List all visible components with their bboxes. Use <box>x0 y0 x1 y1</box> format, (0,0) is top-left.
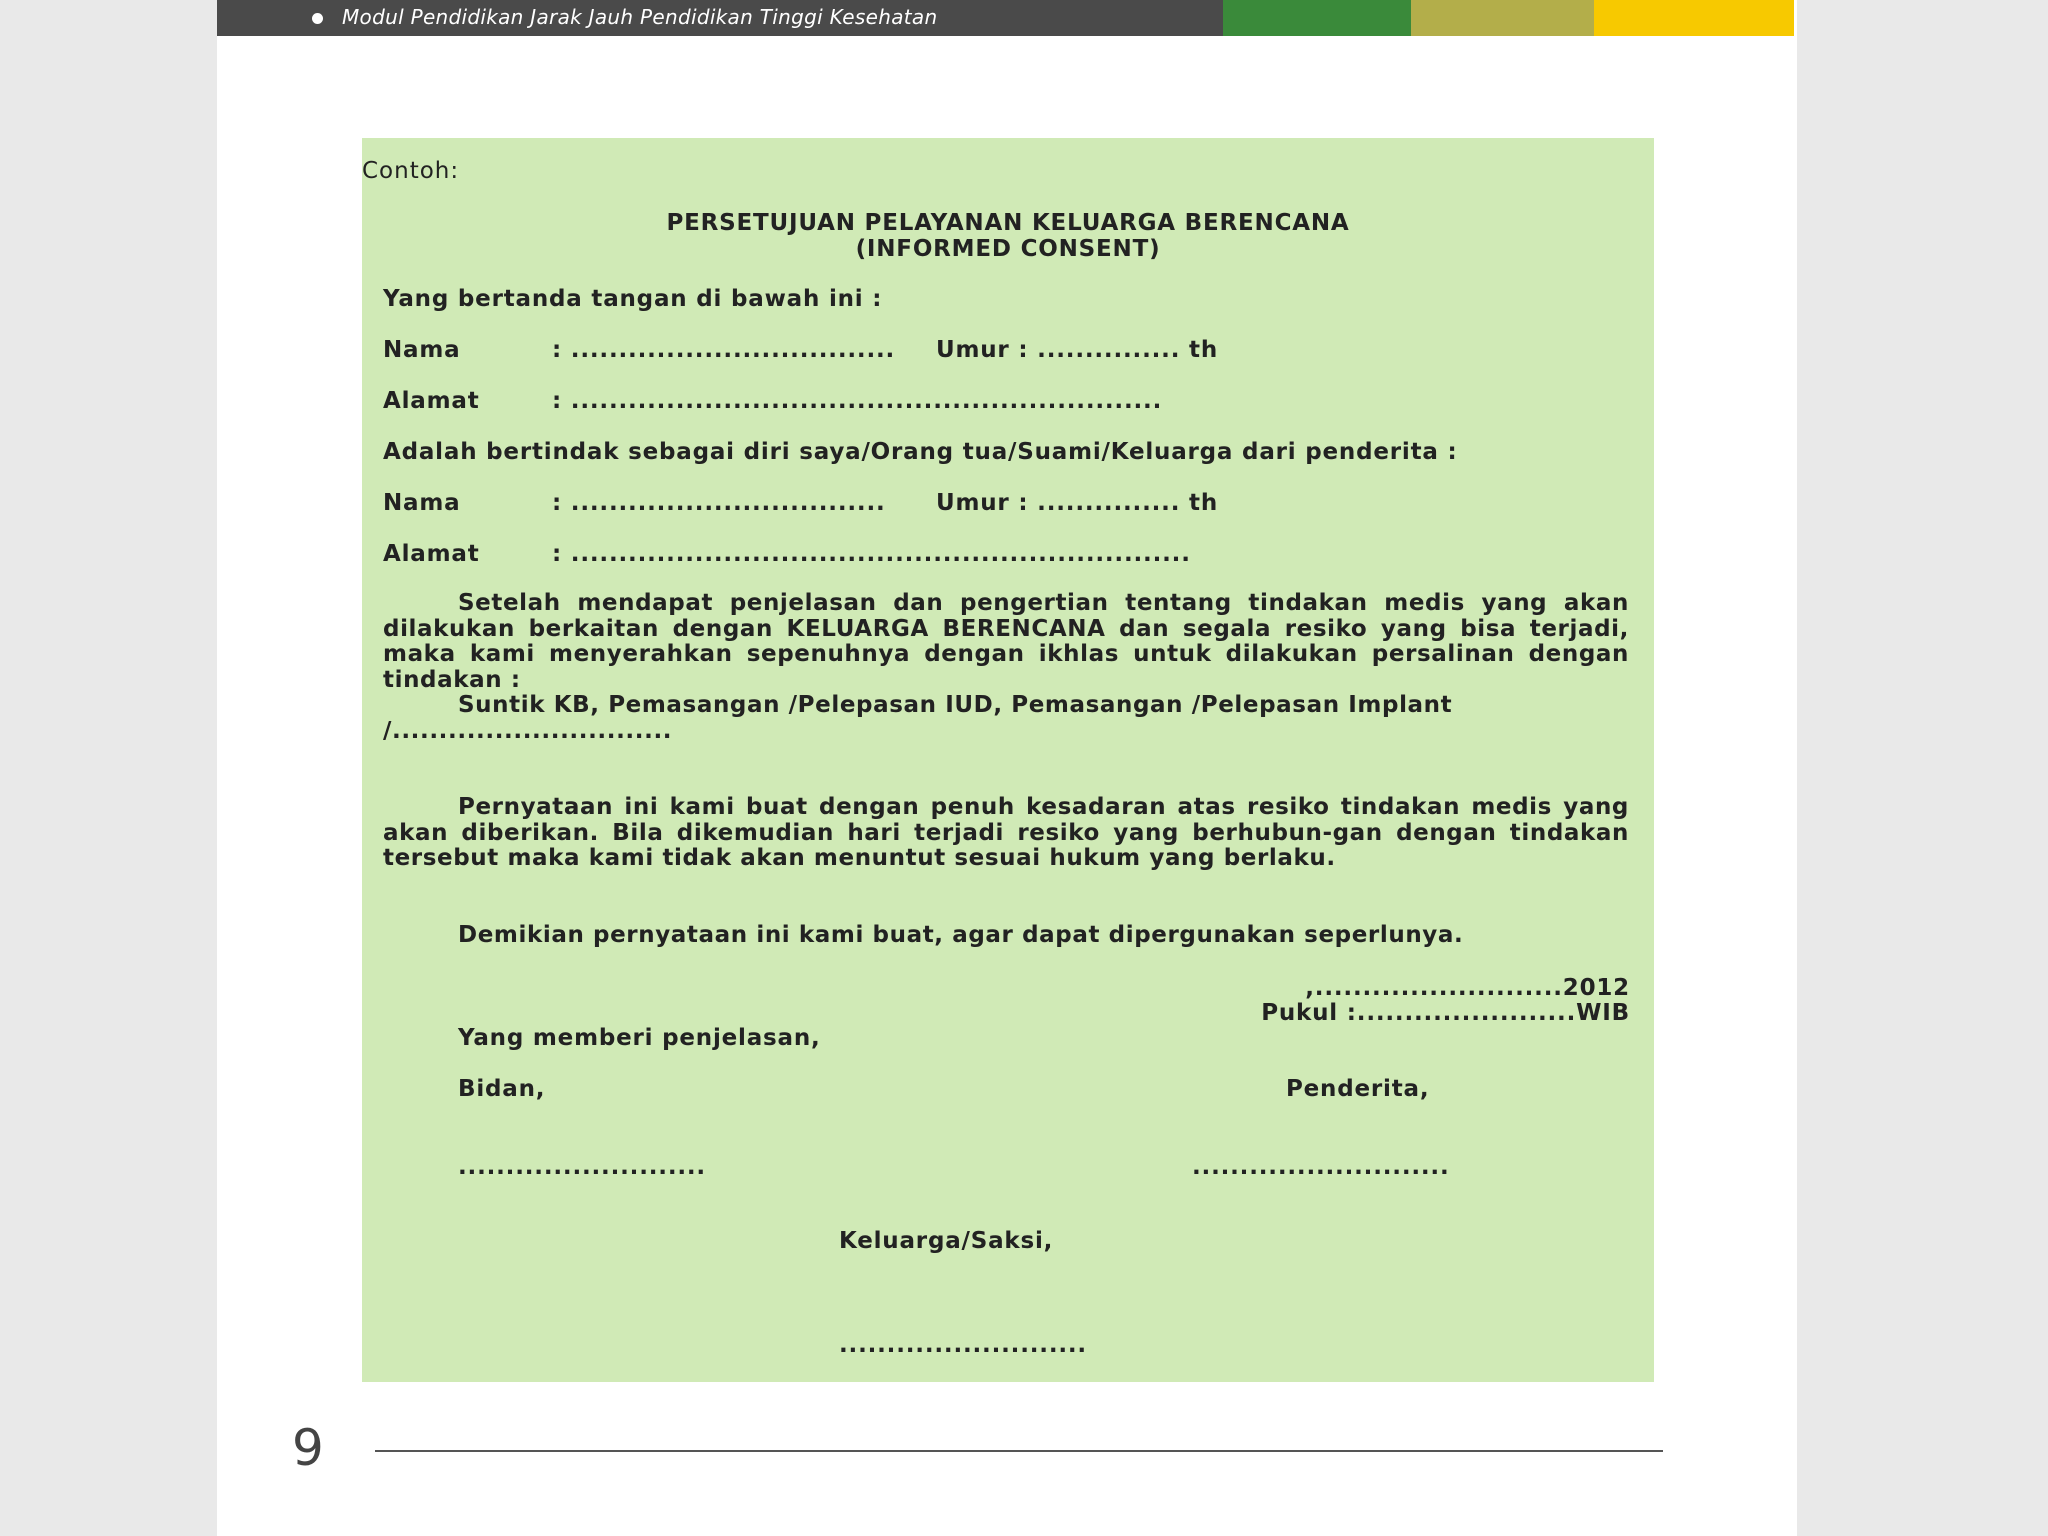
header-green-segment <box>1223 0 1411 36</box>
paragraph-4 <box>383 923 1629 949</box>
paragraph-1-text: Setelah mendapat penjelasan dan pengertian tentang tindakan medis yang akan dilakukan berkaitan dengan KELUARGA BERENCANA dan segala resiko yang bisa terjadi, maka kami menyerahkan sepenuhnya dengan ikhlas untuk dilakukan persalinan dengan tindakan : <box>383 590 1629 693</box>
time-line: Pukul :.......................WIB <box>1261 1000 1630 1026</box>
paragraph-4-text: Demikian pernyataan ini kami buat, agar dapat dipergunakan seperlunya. <box>458 922 1464 948</box>
paragraph-3 <box>383 795 1629 872</box>
form-title: PERSETUJUAN PELAYANAN KELUARGA BERENCANA <box>666 210 1350 236</box>
paragraph-2-text: Suntik KB, Pemasangan /Pelepasan IUD, Pemasangan /Pelepasan Implant /.............................. <box>383 692 1453 744</box>
nama-label: Nama <box>383 337 461 363</box>
alamat-label-2: Alamat <box>383 541 480 567</box>
bidan-label: Bidan, <box>458 1076 546 1102</box>
form-subtitle: (INFORMED CONSENT) <box>855 236 1161 262</box>
giver-label: Yang memberi penjelasan, <box>458 1025 821 1051</box>
header-yellow-segment <box>1594 0 1794 36</box>
alamat-field-2: : ................................................................. <box>552 541 1191 567</box>
bidan-signature-line: .......................... <box>458 1154 706 1180</box>
penderita-signature-line: ........................... <box>1192 1154 1450 1180</box>
page-number: 9 <box>292 1419 324 1477</box>
footer-rule <box>375 1450 1663 1452</box>
header-olive-segment <box>1411 0 1594 36</box>
paragraph-3-text: Pernyataan ini kami buat dengan penuh kesadaran atas resiko tindakan medis yang akan diberikan. Bila dikemudian hari terjadi resiko yang berhubun-gan dengan tindakan tersebut maka kami tidak akan menuntut sesuai hukum yang berlaku. <box>383 794 1629 871</box>
example-label: Contoh: <box>362 158 460 184</box>
date-line: ,..........................2012 <box>1305 975 1630 1001</box>
penderita-label: Penderita, <box>1286 1076 1430 1102</box>
nama-field: : .................................. <box>552 337 896 363</box>
nama-label-2: Nama <box>383 490 461 516</box>
saksi-signature-line: .......................... <box>839 1332 1087 1358</box>
nama-field-2: : ................................. <box>552 490 886 516</box>
saksi-label: Keluarga/Saksi, <box>839 1228 1054 1254</box>
consent-form-box <box>362 138 1654 1382</box>
document-page <box>217 0 1797 1536</box>
umur-field: Umur : ............... th <box>936 337 1219 363</box>
alamat-label: Alamat <box>383 388 480 414</box>
role-line: Adalah bertindak sebagai diri saya/Orang tua/Suami/Keluarga dari penderita : <box>383 439 1458 465</box>
alamat-field: : .............................................................. <box>552 388 1163 414</box>
umur-field-2: Umur : ............... th <box>936 490 1219 516</box>
paragraph-1 <box>383 591 1629 693</box>
paragraph-2 <box>383 693 1629 744</box>
intro-text: Yang bertanda tangan di bawah ini : <box>383 286 883 312</box>
header-bar <box>217 0 1795 36</box>
header-title: Modul Pendidikan Jarak Jauh Pendidikan Tinggi Kesehatan <box>342 5 938 29</box>
bullet-icon <box>312 13 323 24</box>
